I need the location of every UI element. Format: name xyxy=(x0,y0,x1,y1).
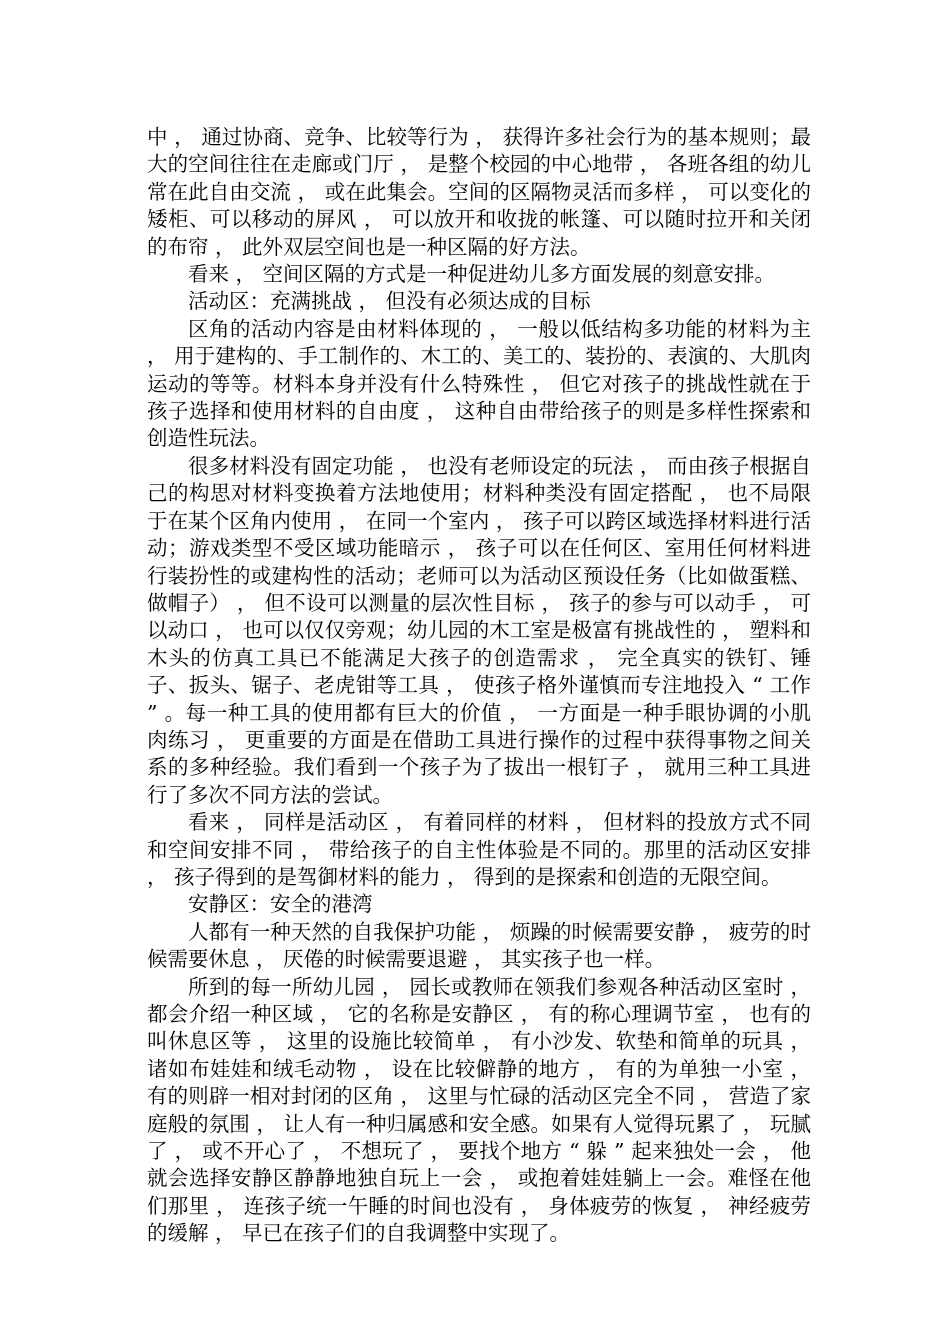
paragraph-continuation-space-division: 中 ， 通过协商、竞争、比较等行为 ， 获得许多社会行为的基本规则；最大的空间往往在走廊或门厅 ， 是整个校园的中心地带 ， 各班各组的幼儿常在此自由交流 ， 或在此集会。空间的区隔物灵活而多样 ， 可以变化的矮柜、可以移动的屏风 ， 可以放开和收拢的帐篷、可以随时拉开和关闭的布帘 ， 此外双层空间也是一种区隔的好方法。 xyxy=(147,125,811,259)
paragraph-materials: 区角的活动内容是由材料体现的 ， 一般以低结构多功能的材料为主 ， 用于建构的、手工制作的、木工的、美工的、装扮的、表演的、大肌肉运动的等等。材料本身并没有什么特殊性 ， 但它对孩子的挑战性就在于孩子选择和使用材料的自由度 ， 这种自由带给孩子的则是多样性探索和创造性玩法。 xyxy=(147,316,818,451)
paragraph-quiet-area-description: 所到的每一所幼儿园 ， 园长或教师在领我们参观各种活动区室时 ， 都会介绍一种区域 ， 它的名称是安静区 ， 有的称心理调节室 ， 也有的叫休息区等 ， 这里的设施比较简单 ， 有小沙发、软垫和简单的玩具 ， 诸如布娃娃和绒毛动物 ， 设在比较僻静的地方 ， 有的为单独一小室 ， 有的则辟一相对封闭的区角 ， 这里与忙碌的活动区完全不同 ， 营造了家庭般的氛围 ， 让人有一种归属感和安全感。如果有人觉得玩累了 ， 玩腻了 ， 或不开心了 ， 不想玩了 ， 要找个地方 “ 躲 ” 起来独处一会 ， 他就会选择安静区静静地独自玩上一会 ， 或抱着娃娃躺上一会。难怪在他们那里 ， 连孩子统一午睡的时间也没有 ， 身体疲劳的恢复 ， 神经疲劳的缓解 ， 早已在孩子们的自我调整中实现了。 xyxy=(147,974,818,1246)
section-heading-activity-area: 活动区：充满挑战 ， 但没有必须达成的目标 xyxy=(188,289,591,314)
paragraph-material-freedom: 很多材料没有固定功能 ， 也没有老师设定的玩法 ， 而由孩子根据自己的构思对材料变换着方法地使用；材料种类没有固定搭配 ， 也不局限于在某个区角内使用 ， 在同一个室内 ， 孩子可以跨区域选择材料进行活动；游戏类型不受区域功能暗示 ， 孩子可以在任何区、室用任何材料进行装扮性的或建构性的活动；老师可以为活动区预设任务（比如做蛋糕、做帽子） ， 但不设可以测量的层次性目标 ， 孩子的参与可以动手 ， 可以动口 ， 也可以仅仅旁观；幼儿园的木工室是极富有挑战性的 ， 塑料和木头的仿真工具已不能满足大孩子的创造需求 ， 完全真实的铁钉、锤子、扳头、锯子、老虎钳等工具 ， 使孩子格外谨慎而专注地投入 “ 工作 ” 。每一种工具的使用都有巨大的价值 ， 一方面是一种手眼协调的小肌肉练习 ， 更重要的方面是在借助工具进行操作的过程中获得事物之间关系的多种经验。我们看到一个孩子为了拔出一根钉子 ， 就用三种工具进行了多次不同方法的尝试。 xyxy=(147,453,818,807)
paragraph-self-protection: 人都有一种天然的自我保护功能 ， 烦躁的时候需要安静 ， 疲劳的时候需要休息 ， 厌倦的时候需要退避 ， 其实孩子也一样。 xyxy=(147,919,811,972)
section-heading-quiet-area: 安静区：安全的港湾 xyxy=(188,892,373,917)
paragraph-activity-area-conclusion: 看来 ， 同样是活动区 ， 有着同样的材料 ， 但材料的投放方式不同和空间安排不同 ， 带给孩子的自主性体验是不同的。那里的活动区安排 ， 孩子得到的是驾御材料的能力 ， 得到的是探索和创造的无限空间。 xyxy=(147,810,818,889)
paragraph-space-division-conclusion: 看来 ， 空间区隔的方式是一种促进幼儿多方面发展的刻意安排。 xyxy=(188,262,776,287)
document-body xyxy=(147,124,818,1248)
